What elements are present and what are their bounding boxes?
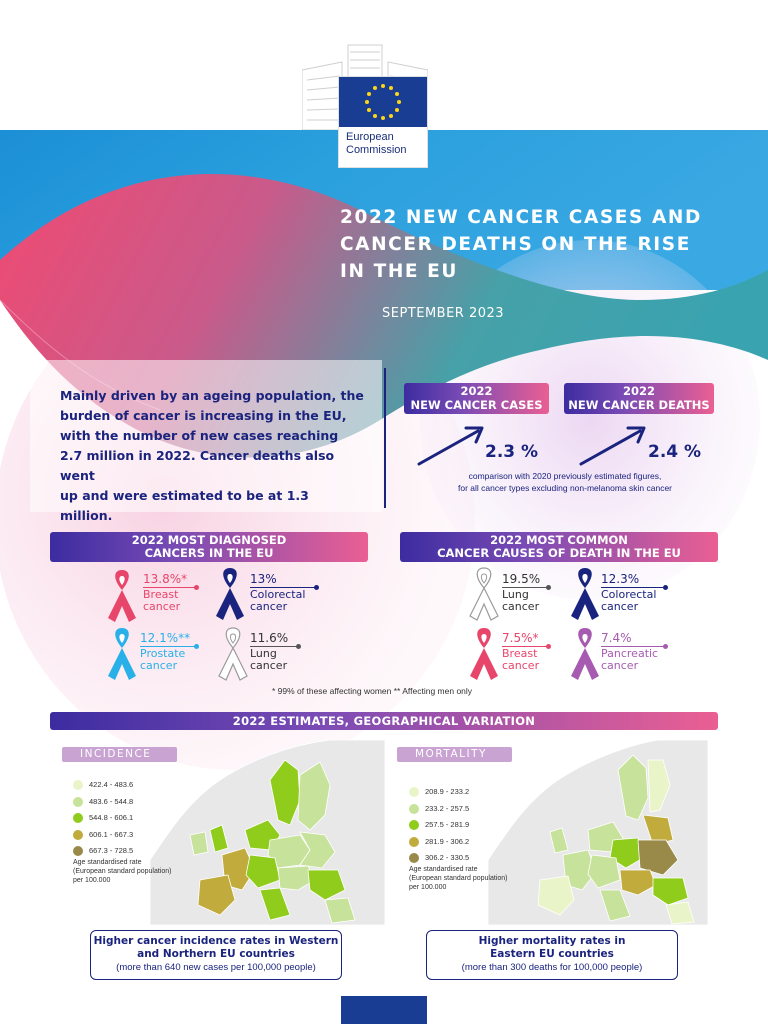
leader-dot (194, 585, 199, 590)
legend-row (409, 802, 469, 815)
mortality-tag: MORTALITY (397, 747, 512, 762)
legend-row (73, 844, 133, 857)
new-deaths-change: 2.4 % (648, 442, 702, 462)
leader-dot (194, 644, 199, 649)
title-line3: IN THE EU (340, 261, 459, 282)
intro-line: up and were estimated to be at 1.3 million. (60, 488, 309, 523)
eu-logo (338, 76, 428, 168)
legend-note-line: per 100.000 (409, 884, 447, 891)
cancer-share: 7.5%* (502, 631, 539, 645)
footer-eu-block (341, 996, 427, 1024)
new-deaths-header (564, 383, 714, 414)
legend-range: 422.4 - 483.6 (89, 780, 134, 789)
legend-row (409, 835, 469, 848)
legend-note-line: (European standard population) (409, 875, 508, 882)
ribbon-icon (466, 626, 502, 682)
legend-row (73, 811, 133, 824)
mortality-legend-note (409, 865, 539, 892)
legend-swatch (409, 853, 419, 863)
legend-row (73, 778, 133, 791)
trend-arrow-icon (416, 424, 486, 468)
ribbon-icon (466, 566, 502, 622)
legend-swatch (409, 837, 419, 847)
legend-range: 208.9 - 233.2 (425, 787, 470, 796)
title-line1: 2022 NEW CANCER CASES AND (340, 207, 702, 228)
legend-swatch (73, 846, 83, 856)
new-cases-header (404, 383, 549, 414)
legend-note-line: (European standard population) (73, 868, 172, 875)
org-name-line1: European (346, 131, 394, 143)
incidence-legend-note (73, 858, 203, 885)
mortality-callout-line3: (more than 300 deaths for 100,000 people) (461, 962, 643, 973)
intro-line: burden of cancer is increasing in the EU, (60, 408, 347, 423)
legend-swatch (409, 787, 419, 797)
mortality-callout (426, 930, 678, 980)
legend-swatch (73, 780, 83, 790)
cancer-name: Pancreatic (601, 647, 659, 660)
ribbon-icon (104, 626, 140, 682)
legend-range: 544.8 - 606.1 (89, 813, 134, 822)
cancer-name: Lung (250, 647, 277, 660)
ribbon-icon (212, 566, 248, 622)
trend-arrow-icon (578, 424, 648, 468)
most-deaths-title-line1: 2022 MOST COMMON (490, 533, 628, 547)
new-cases-year: 2022 (460, 384, 493, 398)
leader-dot (663, 585, 668, 590)
incidence-callout-line3: (more than 640 new cases per 100,000 people) (116, 962, 316, 973)
legend-note-line: Age standardised rate (73, 859, 142, 866)
intro-line: with the number of new cases reaching (60, 428, 339, 443)
eu-flag-icon (339, 77, 427, 127)
cancer-name: cancer (601, 659, 639, 672)
legend-swatch (409, 820, 419, 830)
legend-range: 306.2 - 330.5 (425, 853, 470, 862)
incidence-tag: INCIDENCE (62, 747, 177, 762)
legend-swatch (73, 813, 83, 823)
cancer-name: cancer (143, 600, 181, 613)
legend-row (73, 795, 133, 808)
org-name (346, 131, 407, 157)
cancer-name: Colorectal (601, 588, 657, 601)
legend-row (409, 818, 469, 831)
cancer-name: Colorectal (250, 588, 306, 601)
incidence-callout-line1: Higher cancer incidence rates in Western (93, 935, 339, 947)
legend-range: 281.9 - 306.2 (425, 836, 470, 846)
legend-row (409, 851, 469, 864)
cancer-name: cancer (502, 600, 540, 613)
legend-swatch (73, 830, 83, 840)
footnote: * 99% of these affecting women ** Affecting men only (272, 686, 473, 696)
intro-line: 2.7 million in 2022. Cancer deaths also went (60, 448, 335, 483)
cancer-name: cancer (250, 600, 288, 613)
leader-dot (314, 585, 319, 590)
cancer-name: Breast (143, 588, 179, 601)
cancer-share: 12.1%** (140, 631, 191, 645)
incidence-callout (90, 930, 342, 980)
cancer-name: Prostate (140, 647, 186, 660)
leader-dot (663, 644, 668, 649)
most-deaths-header (400, 532, 718, 562)
most-deaths-title-line2: CANCER CAUSES OF DEATH IN THE EU (437, 546, 681, 560)
intro-line: Mainly driven by an ageing population, the (60, 388, 364, 403)
new-deaths-label: NEW CANCER DEATHS (568, 398, 710, 412)
cancer-share: 13.8%* (143, 572, 188, 586)
most-diagnosed-title-line1: 2022 MOST DIAGNOSED (131, 533, 287, 547)
intro-text (60, 386, 365, 526)
legend-range: 233.2 - 257.5 (425, 803, 470, 813)
new-cases-label: NEW CANCER CASES (410, 398, 543, 412)
page-title (340, 204, 740, 285)
stats-note-line1: comparison with 2020 previously estimated figures, (468, 471, 662, 481)
geo-variation-header: 2022 ESTIMATES, GEOGRAPHICAL VARIATION (50, 712, 718, 730)
ribbon-icon (567, 566, 603, 622)
europe-map-icon (150, 740, 385, 925)
cancer-name: cancer (140, 659, 178, 672)
cancer-name: cancer (250, 659, 288, 672)
cancer-share: 7.4% (601, 631, 632, 645)
ribbon-icon (215, 626, 251, 682)
most-diagnosed-title-line2: CANCERS IN THE EU (144, 546, 274, 560)
europe-map-icon (488, 740, 708, 925)
legend-range: 257.5 - 281.9 (425, 820, 470, 829)
stats-note-line2: for all cancer types excluding non-melanoma skin cancer (457, 483, 673, 493)
legend-range: 667.3 - 728.5 (89, 846, 134, 855)
mortality-callout-line1: Higher mortality rates in (478, 935, 626, 947)
mortality-callout-line2: Eastern EU countries (490, 948, 614, 960)
legend-note-line: per 100.000 (73, 877, 111, 884)
cancer-name: cancer (601, 600, 639, 613)
incidence-callout-line2: and Northern EU countries (137, 948, 295, 960)
publication-date: SEPTEMBER 2023 (382, 306, 505, 321)
legend-note-line: Age standardised rate (409, 866, 478, 873)
cancer-share: 13% (250, 572, 277, 586)
legend-swatch (73, 797, 83, 807)
cancer-name: Lung (502, 588, 529, 601)
legend-row (73, 828, 133, 841)
cancer-name: cancer (502, 659, 540, 672)
new-cases-change: 2.3 % (485, 442, 539, 462)
cancer-name: Breast (502, 647, 538, 660)
ribbon-icon (104, 568, 140, 624)
new-deaths-year: 2022 (622, 384, 655, 398)
legend-range: 483.6 - 544.8 (89, 796, 134, 806)
legend-swatch (409, 804, 419, 814)
org-name-line2: Commission (346, 144, 407, 156)
leader-dot (546, 585, 551, 590)
ribbon-icon (567, 626, 603, 682)
stats-note (420, 470, 710, 494)
cancer-share: 19.5% (502, 572, 541, 586)
most-diagnosed-header (50, 532, 368, 562)
title-line2: CANCER DEATHS ON THE RISE (340, 234, 691, 255)
leader-dot (546, 644, 551, 649)
intro-divider (384, 368, 386, 508)
cancer-share: 11.6% (250, 631, 289, 645)
leader-dot (296, 644, 301, 649)
cancer-share: 12.3% (601, 572, 640, 586)
legend-row (409, 785, 469, 798)
legend-range: 606.1 - 667.3 (89, 829, 134, 839)
